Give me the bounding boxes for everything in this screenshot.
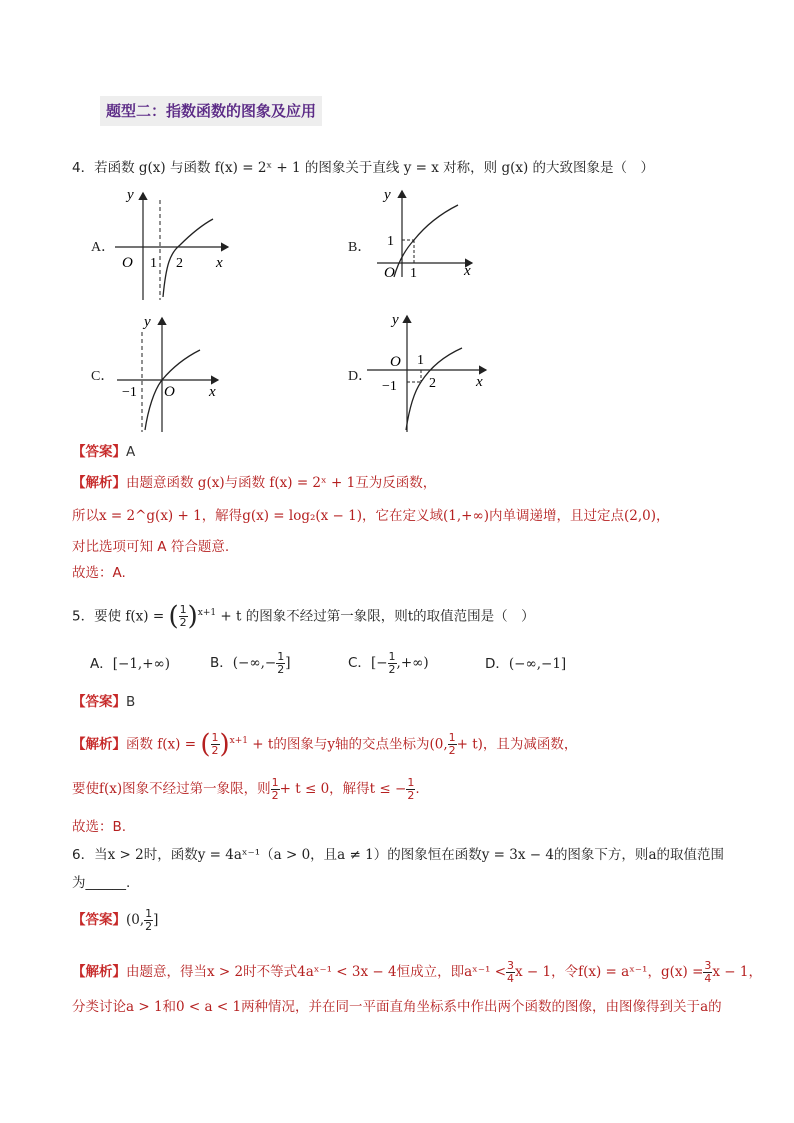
q4-graph-b <box>372 185 482 280</box>
x-label: x <box>464 263 471 279</box>
q5-analysis-line1: 【解析】函数 f(x) = ( $\frac{1}{2}$ )$^{x+1}$ + t的图象与y轴的交点坐标为(0, $\frac{1}{2}$ + t)，且为减函数， <box>72 729 578 760</box>
q5-option-d[interactable]: D．(−∞,−1] <box>485 656 567 672</box>
q5-option-a[interactable]: A．[−1,+∞) <box>90 656 171 672</box>
origin-label: O <box>390 354 401 370</box>
section-title: 题型二：指数函数的图象及应用 <box>100 96 322 126</box>
q5-answer: 【答案】B <box>72 694 136 710</box>
q6-analysis-line2: 分类讨论a > 1和0 < a < 1两种情况，并在同一平面直角坐标系中作出两个函数的图像，由图像得到关于a的 <box>72 999 722 1015</box>
q5-option-b[interactable]: B．(−∞,− $\frac{1}{2}$ ] <box>210 649 291 676</box>
q4-graph-a <box>110 185 240 305</box>
tick-1: 1 <box>150 256 157 271</box>
q6-answer: 【答案】(0, $\frac{1}{2}$ ] <box>72 906 159 933</box>
q4-option-d-label[interactable]: D． <box>348 369 373 384</box>
tick-neg1: −1 <box>382 379 397 394</box>
q4-option-a-label[interactable]: A． <box>91 240 116 255</box>
q4-analysis-line2: 所以x = 2^g(x) + 1，解得g(x) = log₂(x − 1)，它在定义域(1,+∞)内单调递增，且过定点(2,0)， <box>72 508 670 524</box>
curve <box>394 205 458 277</box>
q4-answer: 【答案】A <box>72 444 136 460</box>
tick-2: 2 <box>429 376 436 391</box>
q5-stem: 5．要使 f(x) = ( $\frac{1}{2}$ )$^{x+1}$ + t 的图象不经过第一象限，则t的取值范围是（ ） <box>72 601 535 632</box>
y-label: y <box>144 314 151 330</box>
y-label: y <box>127 187 134 203</box>
q4-option-b-label[interactable]: B． <box>348 240 372 255</box>
x-label: x <box>216 255 223 271</box>
x-label: x <box>476 374 483 390</box>
tick-y1: 1 <box>387 234 394 249</box>
tick-x1: 1 <box>410 266 417 280</box>
origin-label: O <box>384 265 395 280</box>
q4-stem: 4．若函数 g(x) 与函数 f(x) = 2ˣ + 1 的图象关于直线 y = x 对称，则 g(x) 的大致图象是（ ） <box>72 160 655 176</box>
q4-analysis-line1: 【解析】由题意函数 g(x)与函数 f(x) = 2ˣ + 1互为反函数， <box>72 475 437 491</box>
q4-analysis-line4: 故选：A. <box>72 565 126 581</box>
q4-graph-c <box>112 310 227 435</box>
q4-graph-d <box>362 310 492 435</box>
curve <box>163 219 213 297</box>
q6-stem-line1: 6．当x > 2时，函数y = 4aˣ⁻¹（a > 0，且a ≠ 1）的图象恒在函数y = 3x − 4的图象下方，则a的取值范围 <box>72 847 724 863</box>
q4-analysis-line3: 对比选项可知 A 符合题意. <box>72 539 230 555</box>
origin-label: O <box>164 384 175 400</box>
tick-neg1: −1 <box>122 385 137 400</box>
origin-label: O <box>122 255 133 271</box>
y-label: y <box>384 187 391 203</box>
tick-2: 2 <box>176 256 183 271</box>
q4-option-c-label[interactable]: C． <box>91 369 115 384</box>
q5-analysis-line2: 要使f(x)图象不经过第一象限，则 $\frac{1}{2}$ + t ≤ 0，解得t ≤ − $\frac{1}{2}$ . <box>72 775 420 802</box>
q5-analysis-line3: 故选：B. <box>72 819 127 835</box>
y-label: y <box>392 312 399 328</box>
x-label: x <box>209 384 216 400</box>
q6-analysis-line1: 【解析】由题意，得当x > 2时不等式4aˣ⁻¹ < 3x − 4恒成立，即aˣ⁻¹ < $\frac{3}{4}$ x − 1，令f(x) = aˣ⁻¹，g(x) = $\frac{3}{4}$ x − 1， <box>72 958 762 985</box>
tick-1: 1 <box>417 353 424 368</box>
q6-stem-line2: 为______. <box>72 875 131 891</box>
q5-option-c[interactable]: C．[− $\frac{1}{2}$ ,+∞) <box>348 649 429 676</box>
